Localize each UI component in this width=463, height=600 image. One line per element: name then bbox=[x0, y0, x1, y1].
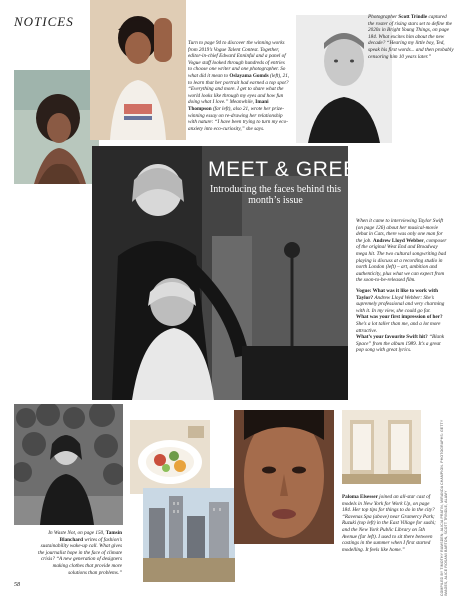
photo-oslayama-gomds bbox=[90, 0, 186, 140]
caption-vogue-talent: Turn to page 94 to discover the winning works from 2019’s Vogue Talent Contest. Together, editor-in-chief Edward Enninful and a panel of Vogue staff looked through hundreds of entries to choose one writer and one photographer. So what did it mean to Oslayama Gomds (left), 21, to learn that her portrait had earned a top spot? “Everything and more. I get to share what the world looks like through my eyes and how fun doing what I love.” Meanwhile, Imani Thompson (far left), also 21, wrote her prize-winning essay on re-drawing her relationship with nature: “I have been trying to turn my eco-anxiety into eco-curiosity,” she says. bbox=[188, 40, 290, 132]
section-title: NOTICES bbox=[14, 14, 74, 29]
subheadline: Introducing the faces behind this month’s issue bbox=[209, 184, 342, 206]
qa-item: What was your first impression of her? She’s a lot taller than me, and a lot more attractive. bbox=[356, 314, 443, 334]
qa-item: Vogue: What was it like to work with Taylor? Andrew Lloyd Webber: She’s supremely professional and very charming with it. In my view, she could go far. bbox=[356, 287, 445, 314]
photo-paloma-elsesser bbox=[234, 410, 334, 544]
photo-ruzuki-food bbox=[130, 420, 210, 494]
qa-item: What’s your favourite Swift hit? “Blank Space” from the album 1989. It’s a great pop song with great lyrics. bbox=[356, 334, 445, 354]
photo-nyc-library bbox=[143, 488, 235, 582]
photo-imani-thompson bbox=[14, 70, 99, 184]
caption-photographer: Photographer Scott Trindle captured the roster of rising stars set to define the 2020s in Bright Young Things, on page 184. What excites him about the new decade? “Hearing my little boy, Ted, speak his first words... and then probably censoring him 10 years later.” bbox=[368, 14, 454, 60]
caption-webber-interview: When it came to interviewing Taylor Swift (on page 126) about her musical-movie debut in Cats, there was only one man for the job. Andrew Lloyd Webber, composer of the original West End and Broadway mega hit. The two cultural songwriting bad playing is discuss at a recording studio in north London (left) – art, ambition and authenticity, plus what we can expect from the soon-to-be-released film. Vogue: What was it like to work with Taylor? Andrew Lloyd Webber: She’s supremely professional and very charming with it. In my view, she could go far. What was your first impression of her? She’s a lot taller than me, and a lot more attractive. What’s your favourite Swift hit? “Blank Space” from the album 1989. It’s a great pop song with great lyrics. bbox=[356, 218, 447, 354]
photo-credits: COMPILED BY TIMOTHY RAMSDEN; ALICIA PRATIN, MIRANDA CHAMPION. PHOTOGRAPHS: GETTY IMAGES, ALICE ROSAMI BARTON, SCOTT TRINDLE, ALAMY bbox=[440, 419, 448, 596]
photo-tamsin-blanchard bbox=[14, 404, 123, 525]
photo-ravenas-spa bbox=[342, 410, 421, 484]
headline: MEET & GREET bbox=[208, 158, 372, 181]
caption-paloma-elsesser: Paloma Elsesser joined an all-star cast of models in New York for Work Up, on page 184. Her top tips for things to do in the city? “Ravenas Spa (above) near Gramercy Park; Ruzuki (top left) in the East Village for sushi; and the New York Public Library on 5th Avenue (far left). I used to sit there between castings in the summer when I first started modelling. It feels like home.” bbox=[342, 494, 436, 553]
page-number: 58 bbox=[14, 582, 20, 588]
caption-tamsin-blanchard: In Waste Not, on page 150, Tamsin Blanchard writes of fashion’s sustainability wake-up call. What gives the journalist hope in the face of climate crisis? “A new generation of designers making clothes that provide more solutions than problems.” bbox=[38, 530, 122, 576]
